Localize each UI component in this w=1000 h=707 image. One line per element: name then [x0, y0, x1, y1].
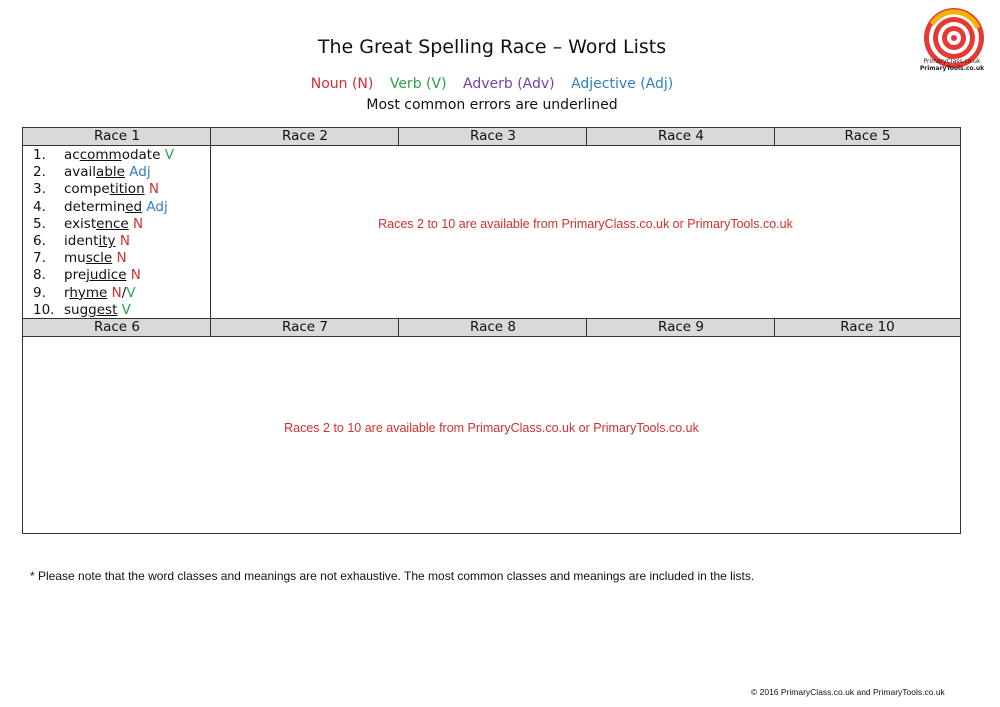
word-number: 1. [33, 147, 46, 163]
word-list-item [33, 216, 220, 233]
logo-line-2: PrimaryTools.co.uk [919, 65, 985, 72]
word-class-tag: Adj [129, 164, 151, 181]
word-class-tag: N [148, 181, 160, 198]
word-number: 4. [33, 198, 46, 215]
common-error-underline: ity [98, 233, 116, 250]
word-class-tag: N [111, 284, 122, 301]
spelling-word: rhyme [64, 284, 108, 301]
word-class-tag: V [164, 147, 174, 163]
word-number: 6. [33, 233, 46, 250]
spelling-word: muscle [64, 250, 113, 267]
word-number: 3. [33, 181, 46, 198]
word-list-item [33, 285, 220, 302]
availability-note-row1: Races 2 to 10 are available from PrimaryClass.co.uk or PrimaryTools.co.uk [378, 217, 793, 231]
common-error-underline: ggest [79, 301, 118, 318]
word-class-tag: N [130, 267, 141, 284]
race-5-header: Race 5 [775, 128, 960, 146]
common-error-underline: ence [96, 215, 129, 232]
race-3-header: Race 3 [399, 128, 587, 146]
spelling-word: prejudice [64, 267, 127, 284]
spelling-word: suggest [64, 301, 118, 318]
word-list-item [33, 267, 220, 284]
common-error-underline: hyme [69, 284, 108, 301]
legend-noun: Noun (N) [310, 76, 374, 92]
race-9-header: Race 9 [587, 318, 775, 337]
footnote: * Please note that the word classes and meanings are not exhaustive. The most common classes and meanings are included in the lists. [30, 569, 755, 583]
legend-verb: Verb (V) [389, 76, 447, 92]
common-error-underline: scle [85, 250, 113, 267]
spelling-word: existence [64, 215, 129, 232]
availability-note-row2: Races 2 to 10 are available from PrimaryClass.co.uk or PrimaryTools.co.uk [284, 421, 699, 435]
word-list-item [33, 164, 220, 181]
common-error-underline: able [96, 164, 125, 181]
word-list-item [33, 250, 220, 267]
word-number: 9. [33, 284, 46, 301]
word-list-table [22, 127, 961, 534]
race-7-header: Race 7 [211, 318, 399, 337]
word-class-tag: V [126, 284, 136, 301]
word-class-legend [0, 76, 984, 92]
word-class-tag: V [121, 301, 131, 318]
legend-adverb: Adverb (Adv) [462, 76, 555, 92]
logo-caption [912, 58, 992, 72]
spelling-word: identity [64, 233, 116, 250]
race-2-header: Race 2 [211, 128, 399, 146]
legend-adjective: Adjective (Adj) [571, 76, 674, 92]
spelling-word: accommodate [64, 147, 161, 163]
spelling-word: available [64, 164, 125, 181]
word-number: 8. [33, 267, 46, 284]
word-class-tag: Adj [146, 198, 168, 215]
word-number: 5. [33, 215, 46, 232]
logo-line-1: PrimaryClass.co.uk [923, 58, 981, 65]
race-6-header: Race 6 [23, 318, 211, 337]
race-1-word-list [23, 147, 220, 319]
word-class-tag: N [133, 215, 144, 232]
word-list-item [33, 199, 220, 216]
page-title: The Great Spelling Race – Word Lists [317, 36, 667, 58]
copyright-notice: © 2016 PrimaryClass.co.uk and PrimaryTools.co.uk [751, 687, 945, 697]
spelling-word: determined [64, 198, 143, 215]
common-error-underline: ed [125, 198, 143, 215]
word-list-item [33, 147, 220, 164]
word-class-tag: N [116, 250, 127, 267]
race-1-header: Race 1 [23, 128, 211, 146]
word-number: 2. [33, 164, 46, 181]
spelling-word: competition [64, 181, 145, 198]
word-class-tag: / [121, 284, 127, 301]
common-error-underline: comm [79, 147, 122, 163]
word-number: 10. [33, 301, 55, 318]
word-list-item [33, 233, 220, 250]
race-10-header: Race 10 [775, 318, 960, 337]
common-error-underline: tition [109, 181, 145, 198]
race-8-header: Race 8 [399, 318, 587, 337]
common-error-underline: judice [86, 267, 127, 284]
word-list-item [33, 302, 220, 319]
subtitle: Most common errors are underlined [366, 97, 618, 113]
word-number: 7. [33, 250, 46, 267]
word-class-tag: N [119, 233, 130, 250]
race-4-header: Race 4 [587, 128, 775, 146]
word-list-item [33, 181, 220, 198]
